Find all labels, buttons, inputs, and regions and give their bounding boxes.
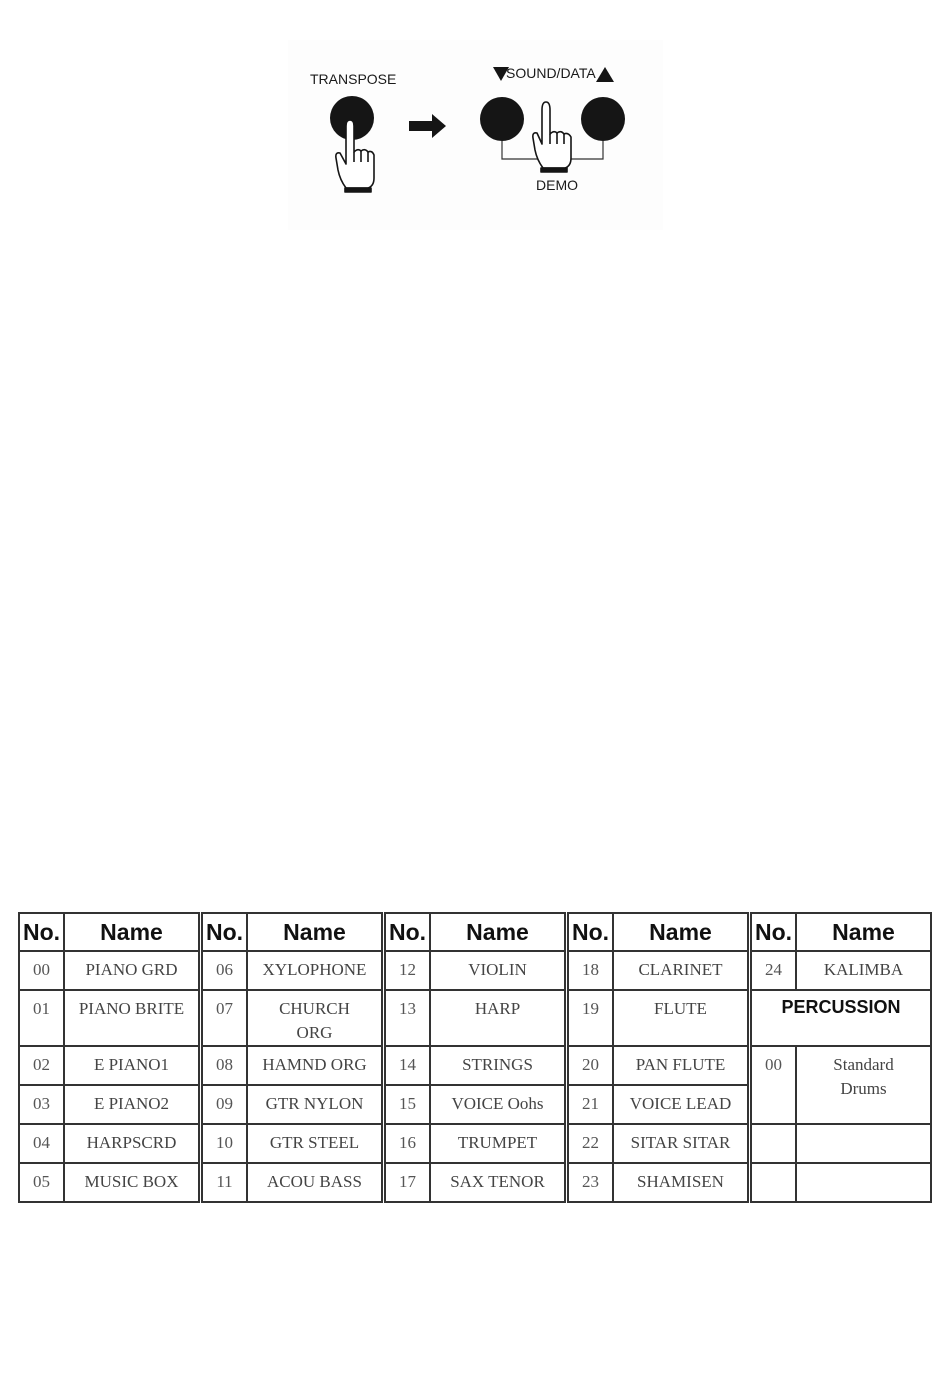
up-triangle-icon <box>596 67 614 82</box>
voice-table-1 <box>18 912 200 1203</box>
voice-number: 22 <box>568 1124 613 1163</box>
voice-number: 10 <box>202 1124 247 1163</box>
voice-number: 05 <box>19 1163 64 1202</box>
voice-number: 21 <box>568 1085 613 1124</box>
table-row <box>202 1046 382 1085</box>
percussion-heading: PERCUSSION <box>751 990 931 1046</box>
demo-label: DEMO <box>536 177 578 193</box>
table-row <box>19 1124 199 1163</box>
button-diagram-graphic <box>288 40 663 230</box>
header-no: No. <box>385 913 430 951</box>
sound-data-up-button-graphic <box>581 97 625 141</box>
voice-number: 03 <box>19 1085 64 1124</box>
voice-number: 24 <box>751 951 796 990</box>
voice-name: HAMND ORG <box>247 1046 382 1085</box>
header-no: No. <box>751 913 796 951</box>
voice-name: CHURCH ORG <box>247 990 382 1046</box>
voice-number: 06 <box>202 951 247 990</box>
header-name: Name <box>64 913 199 951</box>
table-row <box>568 951 748 990</box>
percussion-row <box>751 990 931 1046</box>
header-name: Name <box>247 913 382 951</box>
table-row <box>202 1124 382 1163</box>
voice-name: VOICE Oohs <box>430 1085 565 1124</box>
voice-name: STRINGS <box>430 1046 565 1085</box>
sound-data-down-button-graphic <box>480 97 524 141</box>
table-row <box>202 1085 382 1124</box>
voice-name: TRUMPET <box>430 1124 565 1163</box>
voice-name: MUSIC BOX <box>64 1163 199 1202</box>
voice-number: 09 <box>202 1085 247 1124</box>
table-row <box>202 1163 382 1202</box>
voice-name: HARP <box>430 990 565 1046</box>
voice-name: PIANO GRD <box>64 951 199 990</box>
empty-row <box>751 1163 931 1202</box>
pressing-hand-icon <box>533 102 571 172</box>
voice-name: GTR NYLON <box>247 1085 382 1124</box>
table-row <box>385 1124 565 1163</box>
voice-name: XYLOPHONE <box>247 951 382 990</box>
voice-number: 00 <box>751 1046 796 1124</box>
voice-table-5 <box>750 912 932 1203</box>
voice-table-3 <box>384 912 566 1203</box>
empty-cell <box>796 1124 931 1163</box>
header-name: Name <box>430 913 565 951</box>
table-row <box>19 1046 199 1085</box>
table-row <box>568 1163 748 1202</box>
voice-number: 20 <box>568 1046 613 1085</box>
voice-name: E PIANO1 <box>64 1046 199 1085</box>
table-row <box>385 1085 565 1124</box>
voice-name: VIOLIN <box>430 951 565 990</box>
table-row <box>385 1046 565 1085</box>
table-row <box>568 990 748 1046</box>
voice-name: CLARINET <box>613 951 748 990</box>
header-name: Name <box>796 913 931 951</box>
table-row <box>751 951 931 990</box>
right-arrow-icon <box>409 114 446 138</box>
voice-number: 00 <box>19 951 64 990</box>
header-name: Name <box>613 913 748 951</box>
voice-name: Standard Drums <box>796 1046 931 1124</box>
table-row <box>385 990 565 1046</box>
voice-list <box>18 912 930 1207</box>
voice-number: 17 <box>385 1163 430 1202</box>
voice-number: 04 <box>19 1124 64 1163</box>
voice-table-4 <box>567 912 749 1203</box>
voice-name: FLUTE <box>613 990 748 1046</box>
voice-name: SITAR SITAR <box>613 1124 748 1163</box>
empty-cell <box>751 1124 796 1163</box>
voice-name: PIANO BRITE <box>64 990 199 1046</box>
table-row <box>385 951 565 990</box>
voice-name: SHAMISEN <box>613 1163 748 1202</box>
table-row <box>751 1046 931 1124</box>
voice-number: 15 <box>385 1085 430 1124</box>
voice-name: GTR STEEL <box>247 1124 382 1163</box>
table-row <box>19 990 199 1046</box>
empty-row <box>751 1124 931 1163</box>
sound-data-label: SOUND/DATA <box>506 65 596 81</box>
table-row <box>19 951 199 990</box>
button-diagram <box>288 40 663 230</box>
table-row <box>19 1085 199 1124</box>
voice-name: KALIMBA <box>796 951 931 990</box>
voice-name: VOICE LEAD <box>613 1085 748 1124</box>
voice-number: 01 <box>19 990 64 1046</box>
voice-number: 13 <box>385 990 430 1046</box>
voice-name: HARPSCRD <box>64 1124 199 1163</box>
table-row <box>568 1124 748 1163</box>
transpose-label: TRANSPOSE <box>310 71 397 87</box>
header-no: No. <box>19 913 64 951</box>
table-row <box>385 1163 565 1202</box>
voice-number: 12 <box>385 951 430 990</box>
voice-number: 07 <box>202 990 247 1046</box>
empty-cell <box>751 1163 796 1202</box>
voice-number: 16 <box>385 1124 430 1163</box>
voice-number: 19 <box>568 990 613 1046</box>
voice-number: 02 <box>19 1046 64 1085</box>
voice-number: 23 <box>568 1163 613 1202</box>
voice-name: E PIANO2 <box>64 1085 199 1124</box>
voice-number: 11 <box>202 1163 247 1202</box>
table-row <box>568 1085 748 1124</box>
voice-number: 14 <box>385 1046 430 1085</box>
empty-cell <box>796 1163 931 1202</box>
voice-name: SAX TENOR <box>430 1163 565 1202</box>
voice-number: 08 <box>202 1046 247 1085</box>
table-row <box>19 1163 199 1202</box>
header-no: No. <box>568 913 613 951</box>
voice-table-2 <box>201 912 383 1203</box>
voice-number: 18 <box>568 951 613 990</box>
table-row <box>568 1046 748 1085</box>
table-row <box>202 951 382 990</box>
voice-name: ACOU BASS <box>247 1163 382 1202</box>
voice-name: PAN FLUTE <box>613 1046 748 1085</box>
table-row <box>202 990 382 1046</box>
header-no: No. <box>202 913 247 951</box>
